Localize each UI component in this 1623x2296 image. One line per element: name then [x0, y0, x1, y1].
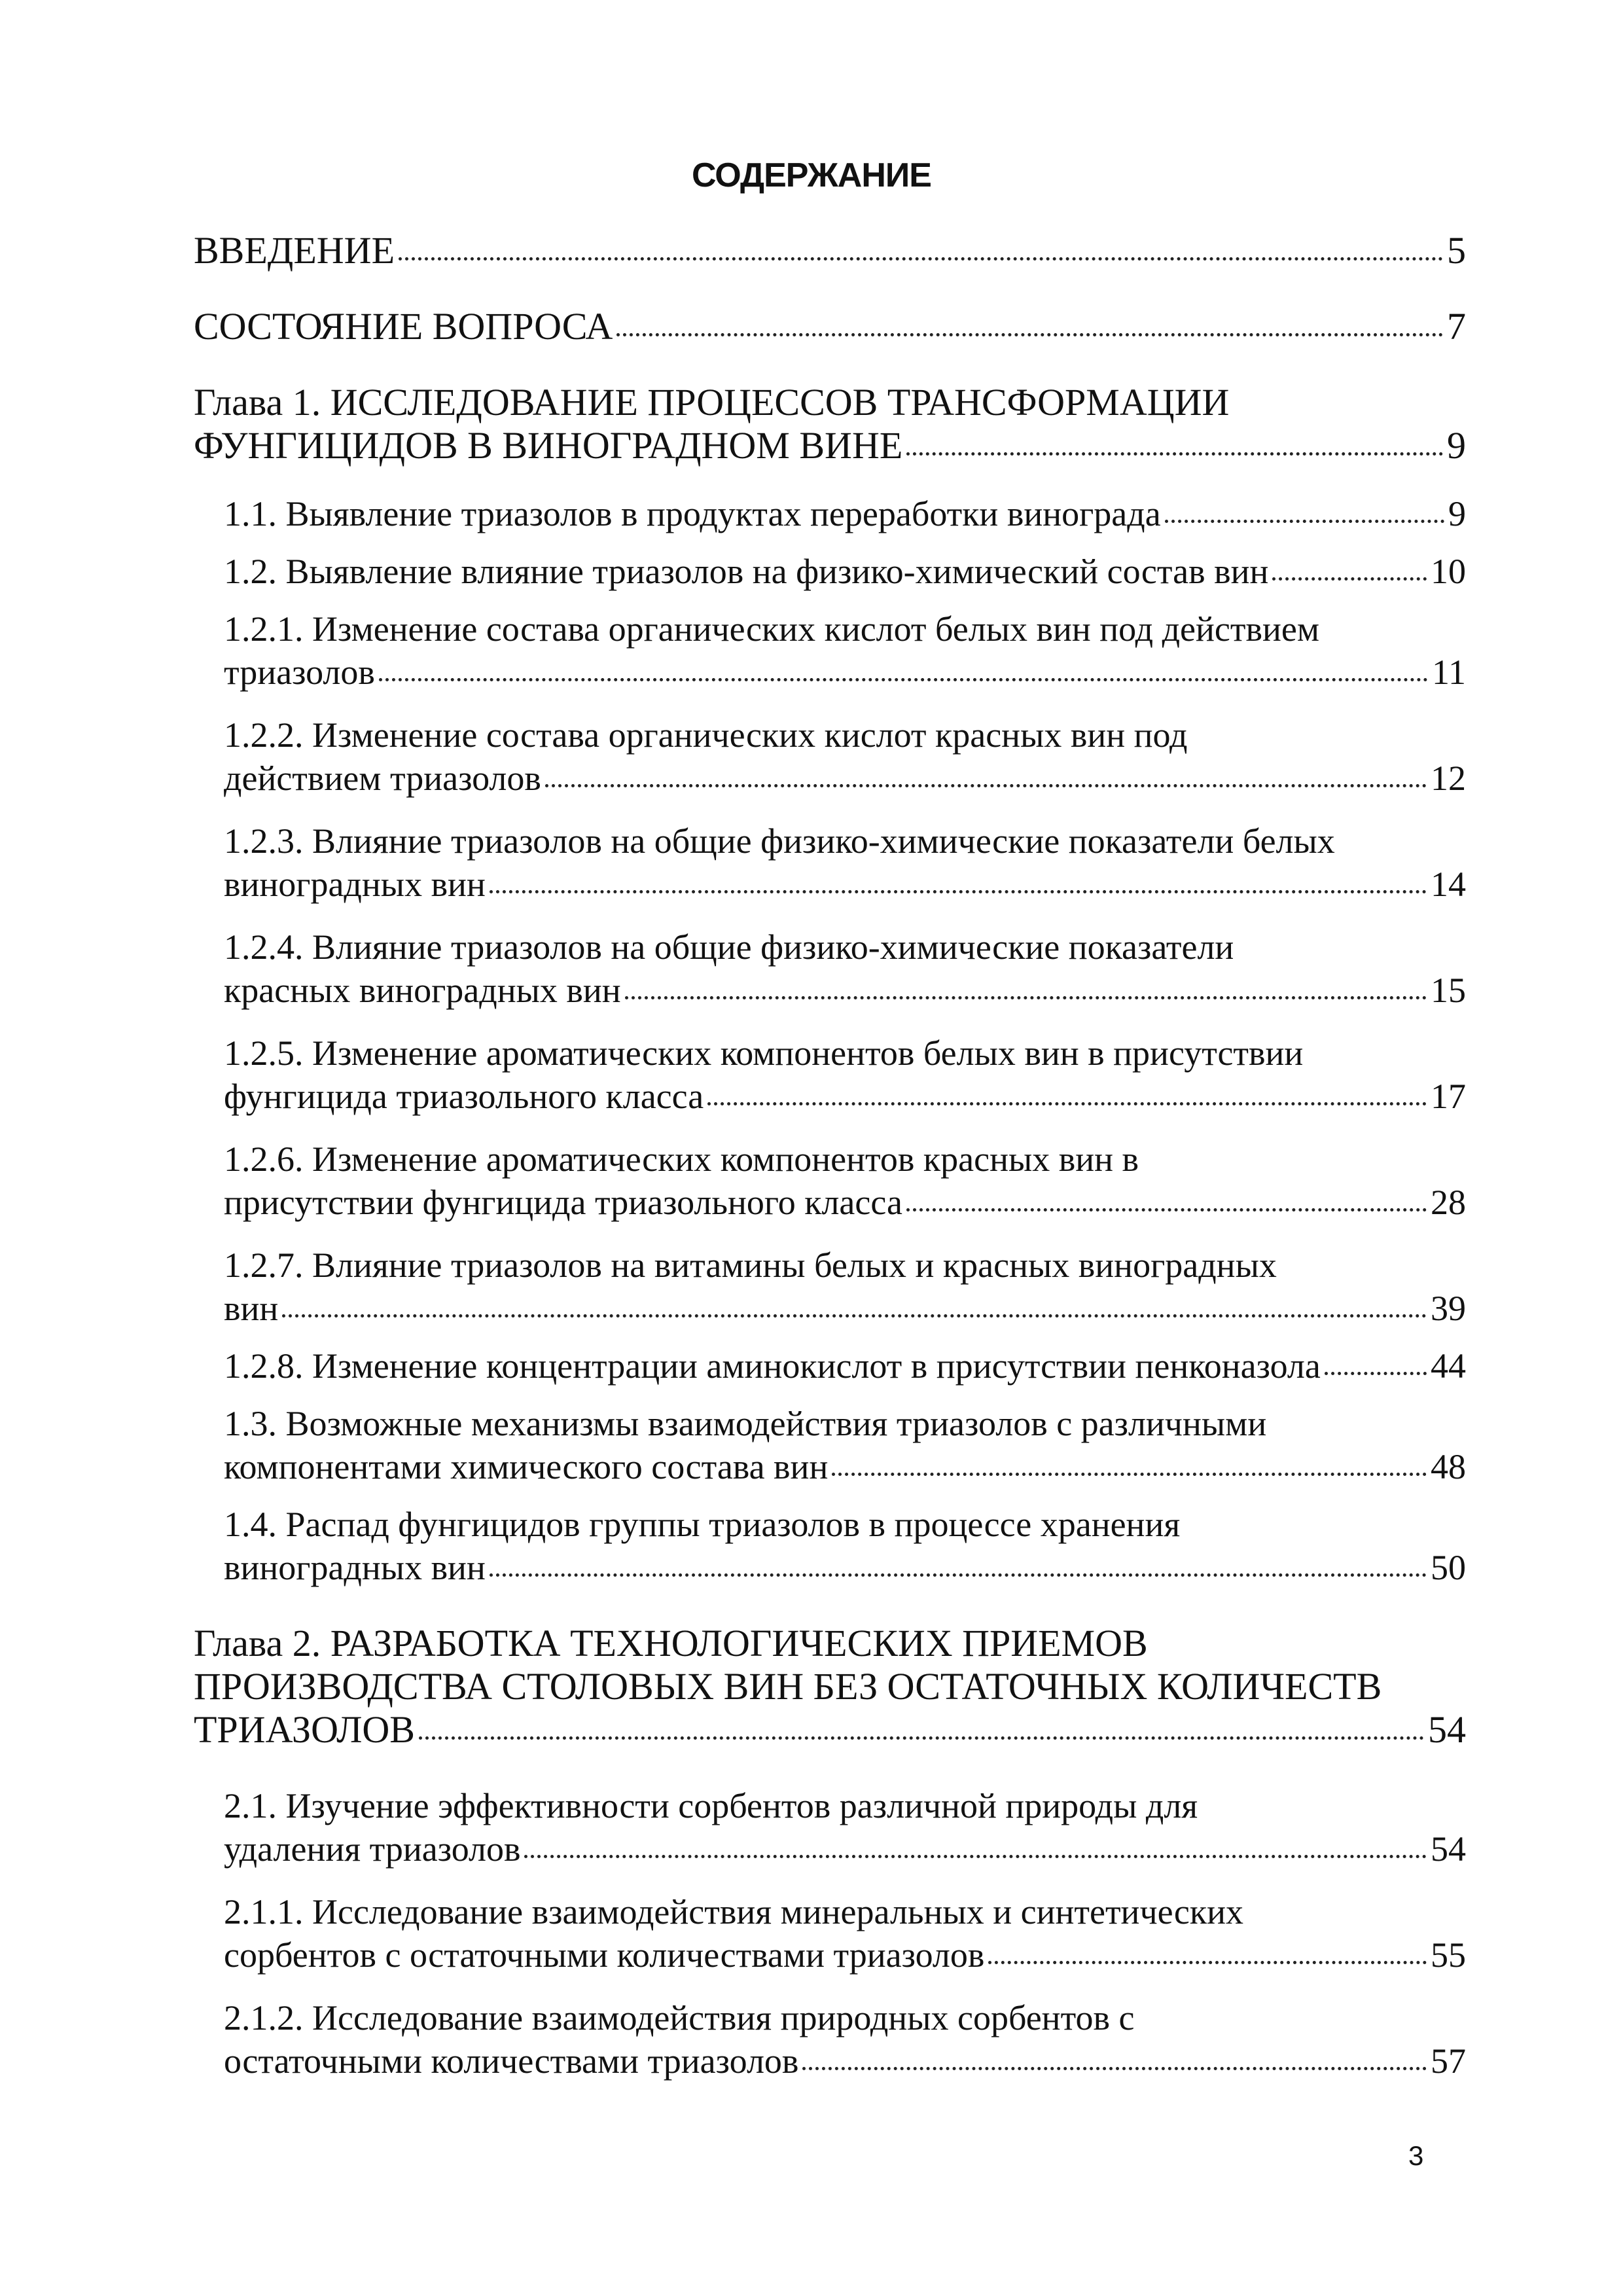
toc-entry-text: ВВЕДЕНИЕ	[194, 229, 395, 272]
toc-page-number: 28	[1431, 1183, 1466, 1222]
toc-entry-text: 1.2.7. Влияние триазолов на витамины белых и красных виноградных	[224, 1246, 1277, 1285]
dot-leader	[399, 257, 1443, 260]
toc-page-number: 10	[1431, 552, 1466, 591]
toc-entry-text: 1.2. Выявление влияние триазолов на физико-химический состав вин	[224, 552, 1269, 591]
toc-entry[interactable]	[194, 229, 1466, 272]
toc-entry-text: 1.2.2. Изменение состава органических кислот красных вин под	[224, 715, 1188, 755]
toc-entry[interactable]	[194, 381, 1466, 467]
page-title: СОДЕРЖАНИЕ	[692, 156, 931, 194]
toc-page-number: 57	[1431, 2041, 1466, 2081]
toc-entry-text: 2.1. Изучение эффективности сорбентов различной природы для	[224, 1786, 1198, 1825]
dot-leader	[490, 1573, 1427, 1577]
toc-entry-text: виноградных вин	[224, 1548, 486, 1587]
toc-entry-text: Глава 2. РАЗРАБОТКА ТЕХНОЛОГИЧЕСКИХ ПРИЕМОВ	[194, 1622, 1148, 1664]
toc-entry[interactable]	[224, 819, 1466, 906]
toc-entry[interactable]	[224, 1996, 1466, 2083]
dot-leader	[282, 1314, 1427, 1318]
dot-leader	[1165, 520, 1444, 523]
toc-entry-text: фунгицида триазольного класса	[224, 1077, 704, 1116]
toc-entry-text: удаления триазолов	[224, 1829, 521, 1869]
toc-page-number: 55	[1431, 1935, 1466, 1975]
toc-entry[interactable]	[224, 1344, 1466, 1388]
toc-entry-text: ПРОИЗВОДСТВА СТОЛОВЫХ ВИН БЕЗ ОСТАТОЧНЫХ КОЛИЧЕСТВ	[194, 1665, 1382, 1708]
toc-entry[interactable]	[224, 1031, 1466, 1118]
toc-entry-text: компонентами химического состава вин	[224, 1447, 829, 1486]
dot-leader	[1325, 1372, 1427, 1375]
toc-entry-text: остаточными количествами триазолов	[224, 2041, 799, 2081]
toc-entry-text: ФУНГИЦИДОВ В ВИНОГРАДНОМ ВИНЕ	[194, 424, 903, 467]
toc-page-number: 48	[1431, 1447, 1466, 1486]
toc-entry-text: 1.2.4. Влияние триазолов на общие физико-химические показатели	[224, 927, 1234, 967]
toc-entry-text: вин	[224, 1289, 279, 1328]
toc-entry-text: виноградных вин	[224, 865, 486, 904]
dot-leader	[906, 452, 1443, 456]
toc-entry[interactable]	[224, 925, 1466, 1012]
toc-entry[interactable]	[224, 1503, 1466, 1589]
toc-entry-text: 1.1. Выявление триазолов в продуктах переработки винограда	[224, 494, 1161, 533]
toc-entry[interactable]	[194, 1622, 1466, 1751]
dot-leader	[906, 1208, 1427, 1211]
dot-leader	[1272, 577, 1427, 581]
dot-leader	[524, 1855, 1427, 1858]
toc-entry[interactable]	[224, 607, 1466, 694]
toc-entry-text: ТРИАЗОЛОВ	[194, 1708, 415, 1751]
toc-entry-text: 1.4. Распад фунгицидов группы триазолов в процессе хранения	[224, 1505, 1181, 1544]
toc-page-number: 9	[1448, 494, 1466, 533]
toc-entry-text: триазолов	[224, 653, 375, 692]
dot-leader	[832, 1473, 1427, 1476]
toc-entry-text: Глава 1. ИССЛЕДОВАНИЕ ПРОЦЕССОВ ТРАНСФОРМАЦИИ	[194, 381, 1230, 423]
toc-entry-text: красных виноградных вин	[224, 971, 621, 1010]
page-number: 3	[1408, 2140, 1424, 2171]
dot-leader	[802, 2067, 1427, 2070]
toc-entry-text: сорбентов с остаточными количествами триазолов	[224, 1935, 985, 1975]
toc-entry[interactable]	[194, 305, 1466, 348]
toc-entry-text: 2.1.1. Исследование взаимодействия минеральных и синтетических	[224, 1892, 1244, 1931]
toc-entry-text: 1.2.8. Изменение концентрации аминокислот в присутствии пенконазола	[224, 1346, 1321, 1386]
toc-page-number: 5	[1447, 229, 1466, 272]
toc-page-number: 50	[1431, 1548, 1466, 1587]
dot-leader	[379, 678, 1428, 681]
toc-page-number: 17	[1431, 1077, 1466, 1116]
toc-page-number: 9	[1447, 424, 1466, 467]
toc-page-number: 54	[1428, 1708, 1466, 1751]
toc-entry-text: 1.2.6. Изменение ароматических компонентов красных вин в	[224, 1139, 1139, 1179]
dot-leader	[707, 1102, 1427, 1105]
toc-entry-text: СОСТОЯНИЕ ВОПРОСА	[194, 305, 613, 348]
toc-entry-text: присутствии фунгицида триазольного класса	[224, 1183, 902, 1222]
toc-entry-text: 1.2.1. Изменение состава органических кислот белых вин под действием	[224, 609, 1320, 649]
dot-leader	[545, 784, 1427, 787]
toc-entry[interactable]	[224, 1244, 1466, 1330]
toc-page-number: 15	[1431, 971, 1466, 1010]
toc-page-number: 12	[1431, 759, 1466, 798]
toc-entry-text: 1.2.3. Влияние триазолов на общие физико-химические показатели белых	[224, 821, 1335, 861]
toc-entry[interactable]	[224, 1784, 1466, 1871]
toc-page-number: 39	[1431, 1289, 1466, 1328]
dot-leader	[419, 1736, 1424, 1740]
dot-leader	[625, 996, 1427, 999]
toc-entry[interactable]	[224, 1138, 1466, 1224]
toc-entry[interactable]	[224, 550, 1466, 593]
dot-leader	[988, 1961, 1427, 1964]
toc-entry-text: 1.2.5. Изменение ароматических компонентов белых вин в присутствии	[224, 1033, 1304, 1073]
toc-page-number: 54	[1431, 1829, 1466, 1869]
toc-entry-text: 2.1.2. Исследование взаимодействия природных сорбентов с	[224, 1998, 1135, 2037]
toc-page-number: 11	[1432, 653, 1466, 692]
toc-page-number: 44	[1431, 1346, 1466, 1386]
toc-entry[interactable]	[224, 492, 1466, 535]
dot-leader	[616, 333, 1443, 336]
dot-leader	[490, 890, 1427, 893]
toc-entry-text: действием триазолов	[224, 759, 541, 798]
toc-entry-text: 1.3. Возможные механизмы взаимодействия триазолов с различными	[224, 1404, 1267, 1443]
toc-entry[interactable]	[224, 1402, 1466, 1488]
table-of-contents	[194, 229, 1466, 2083]
toc-page-number: 7	[1447, 305, 1466, 348]
toc-page-number: 14	[1431, 865, 1466, 904]
toc-entry[interactable]	[224, 1890, 1466, 1977]
toc-entry[interactable]	[224, 713, 1466, 800]
